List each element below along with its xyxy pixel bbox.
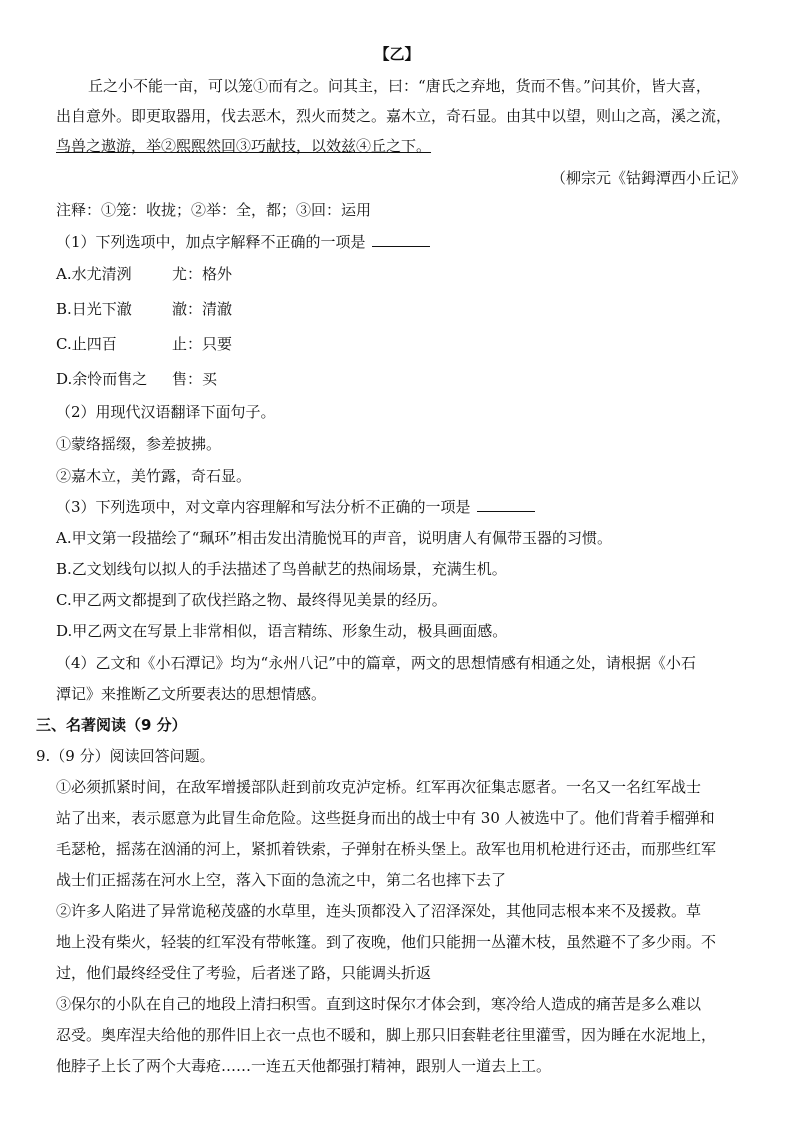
question-1-stem	[56, 232, 750, 252]
question-1-text: （1）下列选项中，加点字解释不正确的一项是	[56, 233, 366, 251]
excerpt-3-line-2: 忍受。奥库涅夫给他的那件旧上衣一点也不暖和，脚上那只旧套鞋老往里灌雪，因为睡在水泥地上，	[56, 1026, 717, 1044]
excerpt-3-line-1: ③保尔的小队在自己的地段上清扫积雪。直到这时保尔才体会到，寒冷给人造成的痛苦是多么难以	[56, 995, 702, 1013]
option-phrase: A.水尤清洌	[56, 265, 132, 283]
option-phrase: C.止四百	[56, 335, 117, 353]
section-3-heading: 三、名著阅读（9 分）	[36, 716, 187, 734]
q2-item-1: ①蒙络摇缀，参差披拂。	[56, 435, 222, 453]
q2-item-2: ②嘉木立，美竹露，奇石显。	[56, 467, 252, 485]
excerpt-3-line-3: 他脖子上长了两个大毒疮……一连五天他都强打精神，跟别人一道去上工。	[56, 1057, 552, 1075]
q1-option-b	[56, 299, 750, 319]
question-3-stem	[56, 497, 750, 517]
question-9-stem: 9.（9 分）阅读回答问题。	[36, 747, 215, 765]
source-citation: （柳宗元《钴鉧潭西小丘记》	[550, 169, 746, 187]
q3-option-b: B.乙文划线句以拟人的手法描述了鸟兽献艺的热闹场景，充满生机。	[56, 560, 507, 578]
excerpt-1-line-1: ①必须抓紧时间，在敌军增援部队赶到前攻克泸定桥。红军再次征集志愿者。一名又一名红军战士	[56, 778, 702, 796]
excerpt-2-line-2: 地上没有柴火，轻装的红军没有带帐篷。到了夜晚，他们只能拥一丛灌木枝，虽然避不了多少雨。不	[56, 933, 717, 951]
q3-option-d: D.甲乙两文在写景上非常相似，语言精练、形象生动，极具画面感。	[56, 622, 508, 640]
answer-blank	[372, 232, 430, 247]
option-phrase: D.余怜而售之	[56, 370, 148, 388]
option-gloss: 售：买	[172, 370, 218, 388]
q3-option-c: C.甲乙两文都提到了砍伐拦路之物、最终得见美景的经历。	[56, 591, 447, 609]
option-gloss: 尤：格外	[172, 265, 233, 283]
excerpt-1-line-4: 战士们正摇荡在河水上空，落入下面的急流之中，第二名也摔下去了	[56, 871, 507, 889]
option-gloss: 澈：清澈	[172, 300, 233, 318]
q1-option-a	[56, 264, 750, 284]
excerpt-2-line-3: 过，他们最终经受住了考验，后者迷了路，只能调头折返	[56, 964, 432, 982]
question-3-text: （3）下列选项中，对文章内容理解和写法分析不正确的一项是	[56, 498, 471, 516]
option-phrase: B.日光下澈	[56, 300, 132, 318]
excerpt-2-line-1: ②许多人陷进了异常诡秘茂盛的水草里，连头顶都没入了沼泽深处，其他同志根本来不及援救。草	[56, 902, 702, 920]
excerpt-1-line-3: 毛瑟枪，摇荡在汹涌的河上，紧抓着铁索，子弹射在桥头堡上。敌军也用机枪进行还击，而那些红军	[56, 840, 717, 858]
yi-underlined-sentence: 鸟兽之遨游，举②熙熙然回③巧献技，以效兹④丘之下。	[56, 137, 432, 155]
excerpt-1-line-2: 站了出来，表示愿意为此冒生命危险。这些挺身而出的战士中有 30 人被选中了。他们背着手榴弹和	[56, 809, 715, 827]
q1-option-c	[56, 334, 750, 354]
answer-blank	[477, 497, 535, 512]
question-2-stem: （2）用现代汉语翻译下面句子。	[56, 403, 276, 421]
section-yi-heading: 【乙】	[374, 45, 420, 63]
annotation-notes: 注释：①笼：收拢；②举：全，都；③回：运用	[56, 201, 372, 219]
question-4-line-1: （4）乙文和《小石潭记》均为“永州八记”中的篇章，两文的思想情感有相通之处，请根据《小石	[56, 654, 696, 672]
yi-paragraph-line-1: 丘之小不能一亩，可以笼①而有之。问其主，曰：“唐氏之弃地，货而不售。”问其价，皆大喜，	[88, 77, 711, 95]
option-gloss: 止：只要	[172, 335, 233, 353]
q3-option-a: A.甲文第一段描绘了“珮环”相击发出清脆悦耳的声音，说明唐人有佩带玉器的习惯。	[56, 529, 612, 547]
q1-option-d	[56, 369, 750, 389]
question-4-line-2: 潭记》来推断乙文所要表达的思想情感。	[56, 685, 327, 703]
yi-paragraph-line-2: 出自意外。即更取器用，伐去恶木，烈火而焚之。嘉木立，奇石显。由其中以望，则山之高，溪之流，	[56, 107, 732, 125]
